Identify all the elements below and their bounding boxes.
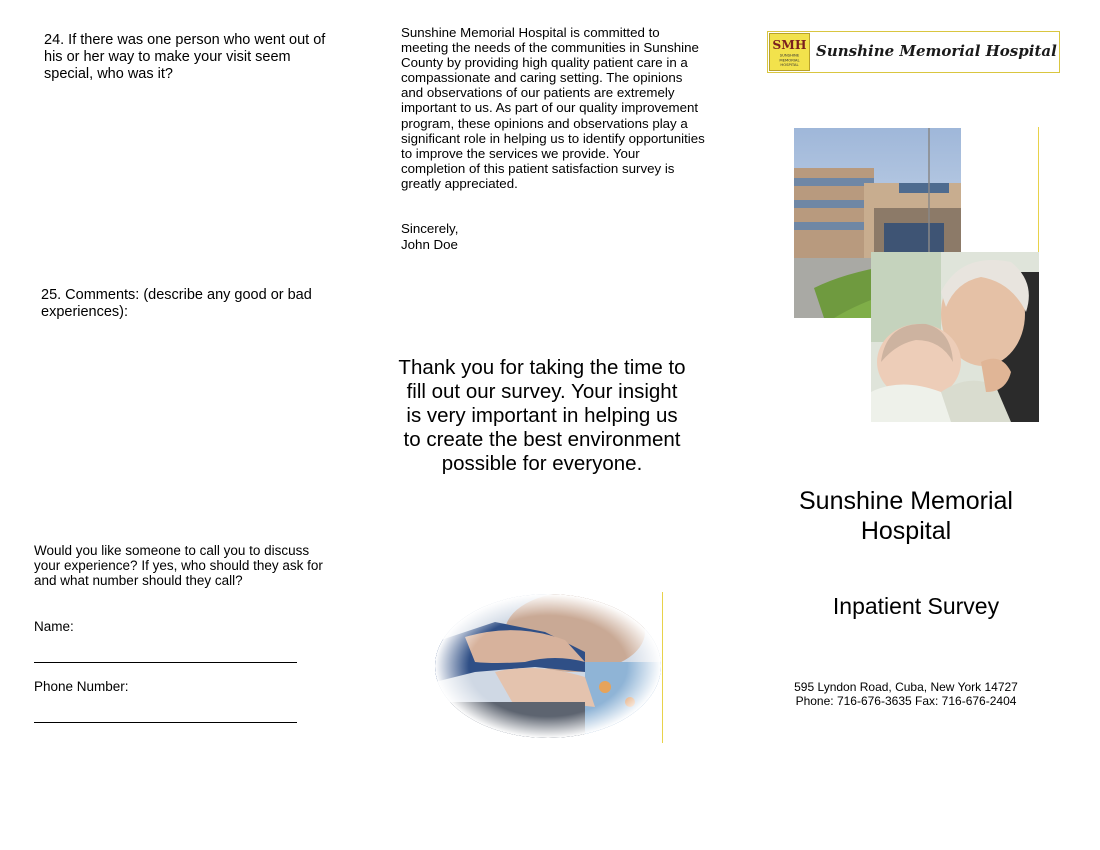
- svg-text:MEMORIAL: MEMORIAL: [779, 57, 800, 63]
- phone-field-line[interactable]: [34, 722, 297, 723]
- svg-text:SMH: SMH: [772, 37, 807, 53]
- phone-fax-line: Phone: 716-676-3635 Fax: 716-676-2404: [795, 693, 1017, 708]
- svg-text:SUNSHINE: SUNSHINE: [779, 52, 800, 58]
- grandmother-with-baby-photo: [871, 252, 1039, 422]
- document-title: Inpatient Survey: [832, 593, 1000, 619]
- name-label: Name:: [34, 619, 74, 634]
- contact-block: [776, 681, 1036, 708]
- hospital-name-heading: Sunshine Memorial Hospital: [799, 487, 1013, 545]
- logo-wordmark: Sunshine Memorial Hospital: [816, 42, 1057, 60]
- accent-rule: [662, 592, 663, 743]
- holding-hands-photo: [435, 592, 663, 742]
- svg-text:HOSPITAL: HOSPITAL: [780, 62, 799, 68]
- hospital-emblem-icon: [769, 33, 810, 71]
- callback-question: Would you like someone to call you to discuss your experience? If yes, who should they ask for and what number should they call?: [34, 543, 323, 589]
- intro-paragraph: Sunshine Memorial Hospital is committed to meeting the needs of the communities in Sunshine County by providing high quality patient care in a compassionate and caring setting. The opinions and observations of our patients are extremely important to us. As part of our quality improvement program, these opinions and observations play a significant role in helping us to identify opportunities to improve the services we provide. Your completion of this patient satisfaction survey is greatly appreciated.: [401, 25, 705, 191]
- hospital-logo: [767, 31, 1060, 73]
- question-25: 25. Comments: (describe any good or bad experiences):: [41, 287, 312, 320]
- thank-you-message: Thank you for taking the time to fill out our survey. Your insight is very important in helping us to create the best environment possible for everyone.: [398, 356, 686, 475]
- name-field-line[interactable]: [34, 662, 297, 663]
- closing: Sincerely,: [401, 221, 459, 236]
- address-line: 595 Lyndon Road, Cuba, New York 14727: [794, 680, 1018, 694]
- signatory: John Doe: [401, 236, 458, 252]
- question-24: 24. If there was one person who went out of his or her way to make your visit seem special, who was it?: [44, 32, 326, 82]
- signature-block: [401, 221, 458, 252]
- phone-number-label: Phone Number:: [34, 679, 129, 694]
